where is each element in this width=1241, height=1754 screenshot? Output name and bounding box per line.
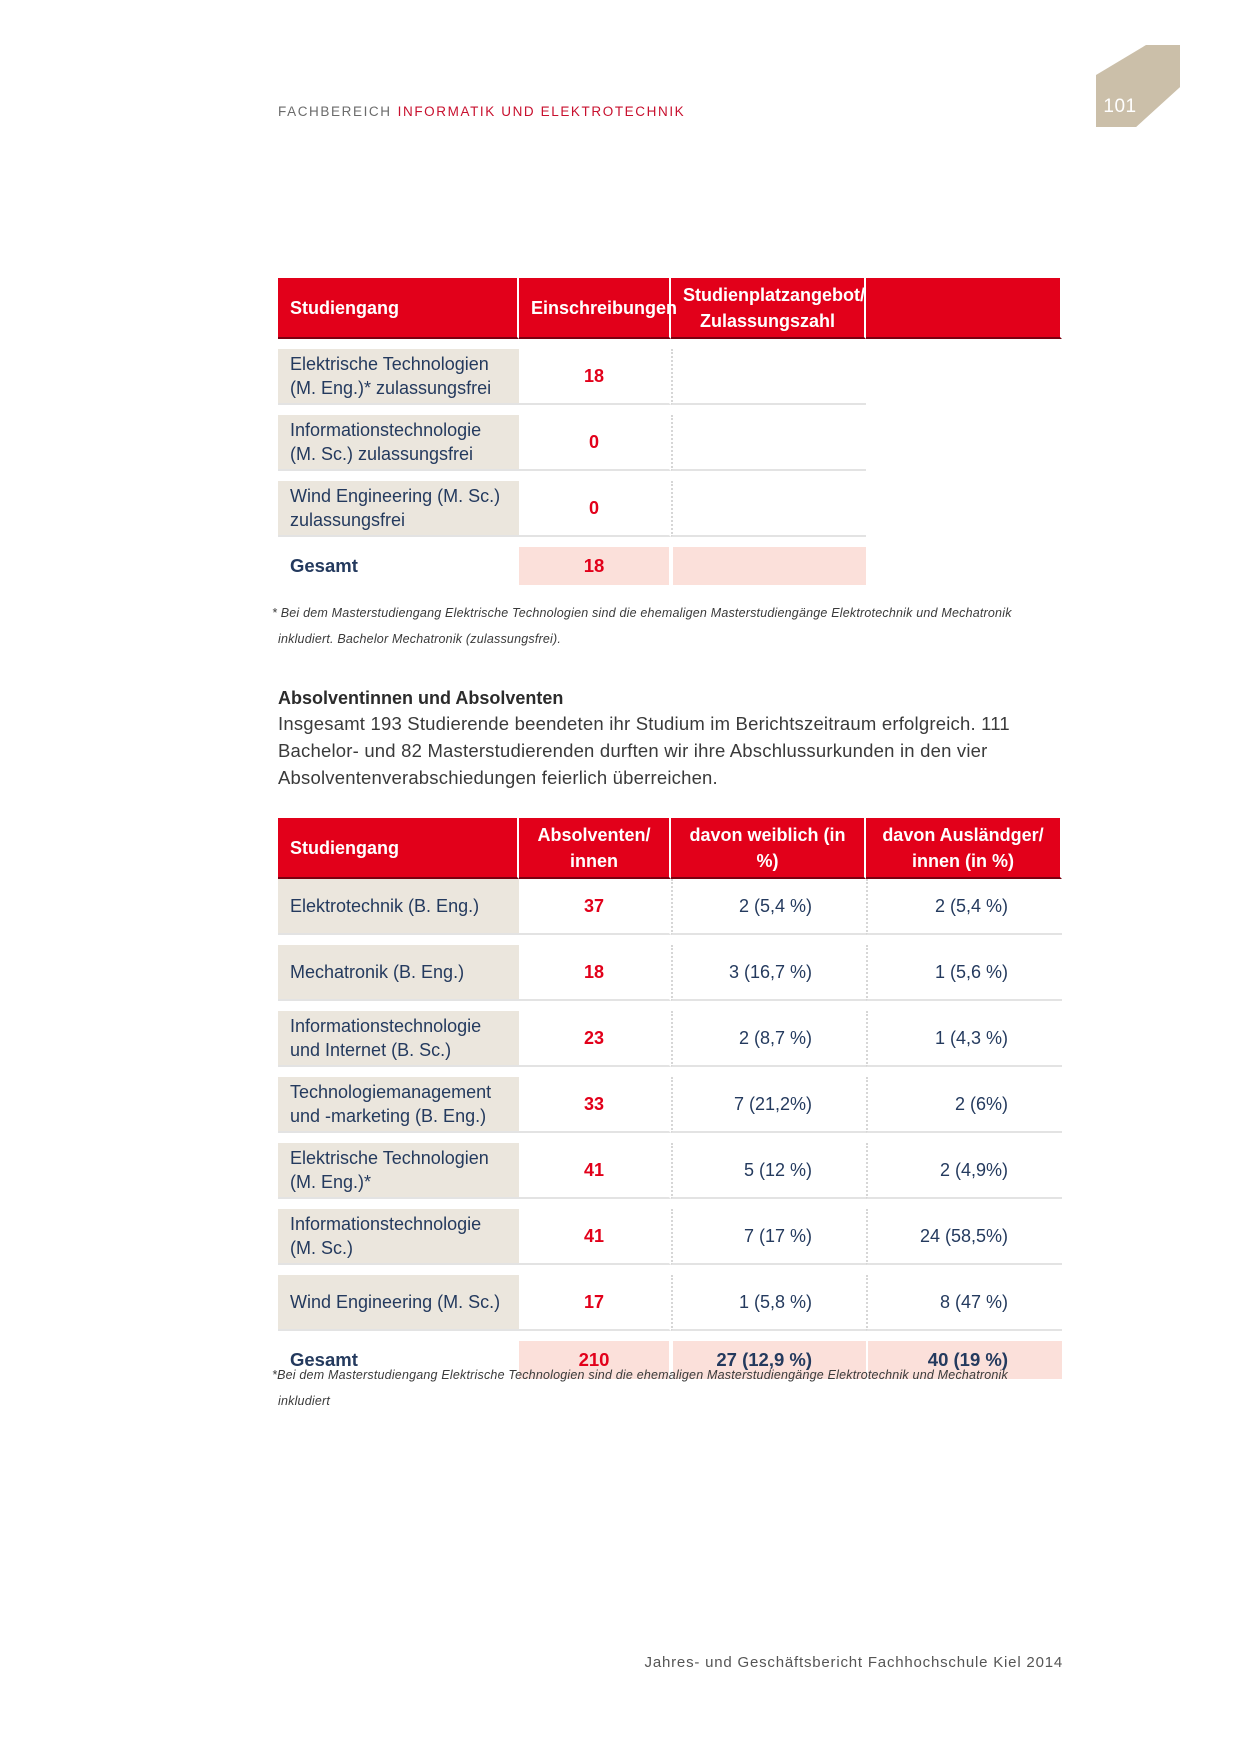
column-header-course: Studiengang <box>278 818 519 879</box>
running-header <box>278 104 685 119</box>
department-name: INFORMATIK UND ELEKTROTECHNIK <box>397 104 686 119</box>
graduates-count: 41 <box>519 1143 671 1199</box>
empty-cell <box>866 349 1062 405</box>
course-name: Technologiemanagement und -marketing (B. Eng.) <box>278 1077 519 1133</box>
course-name: Informationstechnologie und Internet (B. Sc.) <box>278 1011 519 1067</box>
total-row <box>278 547 1062 585</box>
total-enrollments: 18 <box>519 547 671 585</box>
enrollment-count: 18 <box>519 349 671 405</box>
empty-cell <box>866 481 1062 537</box>
section-body: Insgesamt 193 Studierende beendeten ihr Studium im Berichtszeitraum erfolgreich. 111 Bachelor- und 82 Masterstudierenden durften wir ihre Abschlussurkunden in den vier Absolventenverabschiedungen feierlich überreichen. <box>278 713 1010 788</box>
graduates-count: 41 <box>519 1209 671 1265</box>
capacity-cell <box>671 481 866 537</box>
empty-cell <box>866 547 1062 585</box>
footnote-line: * Bei dem Masterstudiengang Elektrische Technologien sind die ehemaligen Masterstudiengänge Elektrotechnik und Mechatronik <box>272 606 1012 620</box>
table2-footnote <box>272 1362 1072 1414</box>
total-capacity-cell <box>671 547 866 585</box>
foreign-share: 1 (4,3 %) <box>866 1011 1062 1067</box>
table-row <box>278 1077 1062 1133</box>
table-row <box>278 415 1062 471</box>
capacity-cell <box>671 415 866 471</box>
table-row <box>278 1275 1062 1331</box>
female-share: 3 (16,7 %) <box>671 945 866 1001</box>
foreign-share: 2 (6%) <box>866 1077 1062 1133</box>
female-share: 2 (8,7 %) <box>671 1011 866 1067</box>
column-header-enrollments: Einschreibungen <box>519 278 671 339</box>
table1-footnote <box>272 600 1072 652</box>
table-row <box>278 1143 1062 1199</box>
female-share: 5 (12 %) <box>671 1143 866 1199</box>
course-name: Wind Engineering (M. Sc.) zulassungsfrei <box>278 481 519 537</box>
page-footer: Jahres- und Geschäftsbericht Fachhochschule Kiel 2014 <box>644 1654 1063 1671</box>
female-share: 2 (5,4 %) <box>671 879 866 935</box>
female-share: 1 (5,8 %) <box>671 1275 866 1331</box>
column-header-empty <box>866 278 1062 339</box>
graduates-table <box>278 818 1062 1379</box>
department-label: FACHBEREICH <box>278 104 392 119</box>
footnote-line: inkludiert <box>278 1394 331 1408</box>
total-female: 27 (12,9 %) <box>671 1341 866 1379</box>
foreign-share: 2 (5,4 %) <box>866 879 1062 935</box>
section-heading: Absolventinnen und Absolventen <box>278 688 564 708</box>
table-row <box>278 1209 1062 1265</box>
table-row <box>278 1011 1062 1067</box>
total-graduates: 210 <box>519 1341 671 1379</box>
foreign-share: 2 (4,9%) <box>866 1143 1062 1199</box>
graduates-count: 17 <box>519 1275 671 1331</box>
foreign-share: 1 (5,6 %) <box>866 945 1062 1001</box>
column-header-capacity: Studienplatzangebot/ Zulassungszahl <box>671 278 866 339</box>
page-number: 101 <box>1103 96 1137 117</box>
table-row <box>278 349 1062 405</box>
course-name: Informationstechnologie (M. Sc.) <box>278 1209 519 1265</box>
female-share: 7 (21,2%) <box>671 1077 866 1133</box>
enrollment-table <box>278 278 1062 585</box>
course-name: Elektrotechnik (B. Eng.) <box>278 879 519 935</box>
foreign-share: 24 (58,5%) <box>866 1209 1062 1265</box>
graduates-count: 33 <box>519 1077 671 1133</box>
column-header-foreign: davon Ausländger/ innen (in %) <box>866 818 1062 879</box>
enrollment-count: 0 <box>519 481 671 537</box>
course-name: Elektrische Technologien (M. Eng.)* <box>278 1143 519 1199</box>
enrollment-count: 0 <box>519 415 671 471</box>
foreign-share: 8 (47 %) <box>866 1275 1062 1331</box>
total-label: Gesamt <box>290 555 358 576</box>
table-row <box>278 481 1062 537</box>
empty-cell <box>866 415 1062 471</box>
course-name: Mechatronik (B. Eng.) <box>278 945 519 1001</box>
table-row <box>278 879 1062 935</box>
graduates-count: 37 <box>519 879 671 935</box>
course-name: Elektrische Technologien (M. Eng.)* zulassungsfrei <box>278 349 519 405</box>
footnote-line: inkludiert. Bachelor Mechatronik (zulassungsfrei). <box>278 632 562 646</box>
graduates-count: 18 <box>519 945 671 1001</box>
female-share: 7 (17 %) <box>671 1209 866 1265</box>
column-header-female: davon weiblich (in %) <box>671 818 866 879</box>
column-header-graduates: Absolventen/ innen <box>519 818 671 879</box>
total-label: Gesamt <box>290 1349 358 1370</box>
course-name: Informationstechnologie (M. Sc.) zulassungsfrei <box>278 415 519 471</box>
table-row <box>278 945 1062 1001</box>
footnote-line: *Bei dem Masterstudiengang Elektrische Technologien sind die ehemaligen Masterstudiengänge Elektrotechnik und Mechatronik <box>272 1368 1008 1382</box>
column-header-course: Studiengang <box>278 278 519 339</box>
total-foreign: 40 (19 %) <box>866 1341 1062 1379</box>
course-name: Wind Engineering (M. Sc.) <box>278 1275 519 1331</box>
capacity-cell <box>671 349 866 405</box>
graduates-count: 23 <box>519 1011 671 1067</box>
